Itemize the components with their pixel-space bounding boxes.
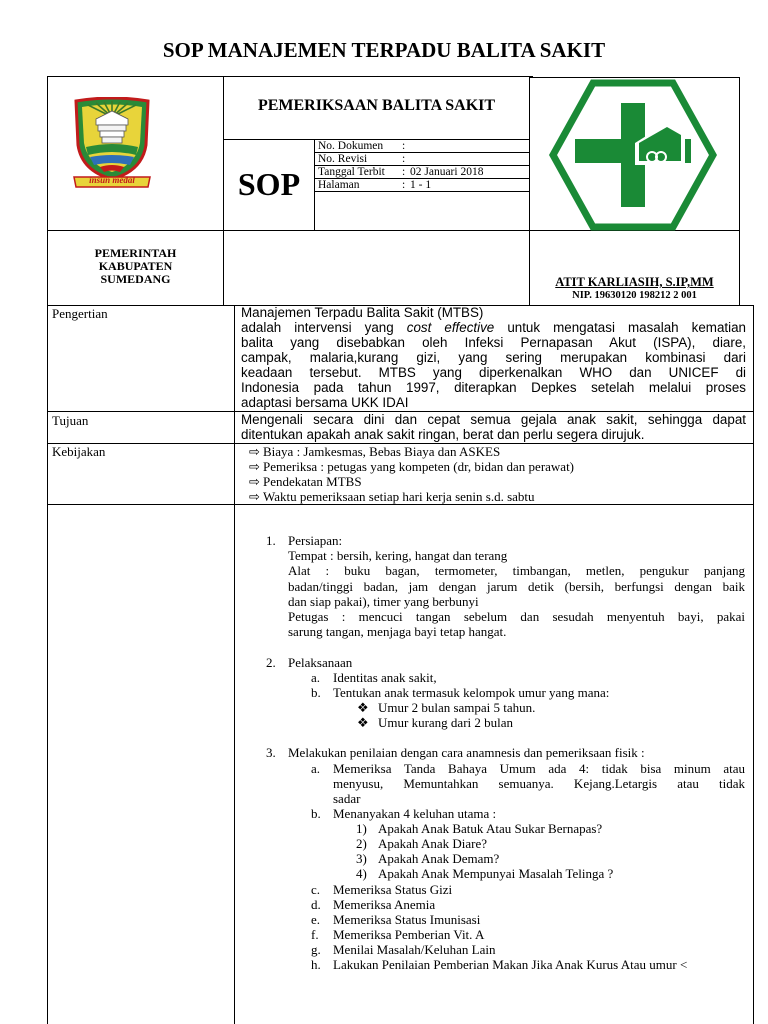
prosedur-line: Tentukan anak termasuk kelompok umur yang mana: [333, 685, 610, 700]
pengertian-line: adaptasi bersama UKK IDAI [241, 395, 409, 410]
pengertian-line: balita yang disebabkan oleh Infeksi Pernapasan Akut (ISPA), diare, [241, 335, 746, 350]
prosedur-line: Memeriksa Status Imunisasi [333, 912, 481, 927]
prosedur-subnumber: 2) [356, 836, 367, 851]
prosedur-letter: g. [311, 942, 321, 957]
arrow-right-icon: ⇨ [249, 444, 260, 459]
arrow-right-icon: ⇨ [249, 459, 260, 474]
regency-motto: insun medal [89, 175, 135, 185]
government-line: KABUPATEN [98, 259, 173, 273]
prosedur-letter: a. [311, 761, 321, 776]
prosedur-line: Apakah Anak Batuk Atau Sukar Bernapas? [378, 821, 603, 836]
prosedur-line: Petugas : mencuci tangan sebelum dan sesudah menyentuh bayi, pakai [288, 609, 745, 624]
tujuan-line: Mengenali secara dini dan cepat semua gejala anak sakit, sehingga dapat [241, 412, 746, 427]
prosedur-line: sadar [333, 791, 361, 806]
prosedur-subnumber: 1) [356, 821, 367, 836]
prosedur-heading: Pelaksanaan [288, 655, 353, 670]
prosedur-line: menyusu, Memuntahkan semuanya. Kejang.Letargis atau tidak [333, 776, 745, 791]
prosedur-number: 1. [266, 533, 276, 548]
prosedur-subnumber: 4) [356, 866, 367, 881]
prosedur-line: Umur 2 bulan sampai 5 tahun. [378, 700, 536, 715]
puskesmas-logo [549, 79, 717, 231]
prosedur-line: Identitas anak sakit, [333, 670, 437, 685]
label-kebijakan: Kebijakan [52, 444, 106, 459]
prosedur-number: 3. [266, 745, 276, 760]
body-border-left [47, 305, 48, 1024]
prosedur-letter: f. [311, 927, 319, 942]
kebijakan-item-text: Waktu pemeriksaan setiap hari kerja senin s.d. sabtu [263, 489, 535, 504]
prosedur-line: Memeriksa Status Gizi [333, 882, 453, 897]
pengertian-line: Indonesia pada tahun 1997, diterapkan Depkes setelah melalui proses [241, 380, 746, 395]
prosedur-line: Apakah Anak Demam? [378, 851, 500, 866]
prosedur-line: Memeriksa Tanda Bahaya Umum ada 4: tidak bisa minum atau [333, 761, 745, 776]
doc-info [318, 140, 528, 192]
arrow-right-icon: ⇨ [249, 474, 260, 489]
government-line: SUMEDANG [100, 272, 171, 286]
issue-date-value: 02 Januari 2018 [410, 166, 484, 178]
prosedur-line: Lakukan Penilaian Pemberian Makan Jika Anak Kurus Atau umur < [333, 957, 688, 972]
government-name [48, 247, 223, 286]
signatory-name: ATIT KARLIASIH, S.IP,MM [555, 275, 714, 289]
kebijakan-item [249, 489, 535, 504]
prosedur-line: Alat : buku bagan, termometer, timbangan, metlen, pengukur panjang [288, 563, 745, 578]
label-pengertian: Pengertian [52, 306, 108, 321]
kebijakan-item-text: Biaya : Jamkesmas, Bebas Biaya dan ASKES [263, 444, 501, 459]
prosedur-line: Apakah Anak Mempunyai Masalah Telinga ? [378, 866, 614, 881]
pengertian-line: campak, malaria,kurang gizi, yang sering merupakan kombinasi dari [241, 350, 746, 365]
label-tujuan: Tujuan [52, 413, 89, 428]
kebijakan-item [249, 459, 574, 474]
prosedur-line: dan siap pakai), timer yang berbunyi [288, 594, 479, 609]
revision-label: No. Revisi [318, 153, 368, 165]
pengertian-line: Manajemen Terpadu Balita Sakit (MTBS) [241, 305, 484, 320]
prosedur-content [235, 505, 753, 1024]
prosedur-letter: e. [311, 912, 321, 927]
prosedur-letter: a. [311, 670, 321, 685]
header-border-top-right [530, 77, 740, 78]
prosedur-line: Apakah Anak Diare? [378, 836, 488, 851]
diamond-bullet-icon: ❖ [357, 700, 369, 715]
prosedur-letter: c. [311, 882, 321, 897]
issue-date-label: Tanggal Terbit [318, 166, 385, 178]
doc-colon: : [402, 153, 406, 165]
kebijakan-item-text: Pemeriksa : petugas yang kompeten (dr, bidan dan perawat) [263, 459, 575, 474]
prosedur-subnumber: 3) [356, 851, 367, 866]
tujuan-line: ditentukan apakah anak sakit ringan, berat dan perlu segera dirujuk. [241, 427, 645, 442]
tujuan-text [241, 412, 746, 442]
government-line: PEMERINTAH [94, 246, 177, 260]
page-label: Halaman [318, 179, 360, 191]
prosedur-line: Umur kurang dari 2 bulan [378, 715, 514, 730]
prosedur-line: Menanyakan 4 keluhan utama : [333, 806, 497, 821]
header-divider-v2 [529, 76, 530, 305]
document-title: SOP MANAJEMEN TERPADU BALITA SAKIT [162, 38, 606, 62]
prosedur-line: badan/tinggi badan, jam dengan jarum detik (bersih, berfungsi dengan baik [288, 579, 745, 594]
header-border-right [739, 77, 740, 305]
kebijakan-item-text: Pendekatan MTBS [263, 474, 362, 489]
prosedur-letter: b. [311, 685, 321, 700]
puskesmas-cross-icon [549, 79, 717, 231]
prosedur-letter: h. [311, 957, 321, 972]
page-value: 1 - 1 [410, 179, 432, 191]
header-border-top [47, 76, 533, 77]
diamond-bullet-icon: ❖ [357, 715, 369, 730]
sop-label: SOP [237, 166, 301, 202]
prosedur-line: Memeriksa Pemberian Vit. A [333, 927, 485, 942]
regency-logo [72, 97, 152, 193]
arrow-right-icon: ⇨ [249, 489, 260, 504]
prosedur-heading: Persiapan: [288, 533, 343, 548]
pengertian-line: keadaan tersebut. MTBS yang diperkenalkan WHO dan UNICEF di [241, 365, 746, 380]
doc-colon: : [402, 179, 406, 191]
pengertian-line: adalah intervensi yang cost effective untuk mengatasi masalah kematian [241, 320, 746, 335]
prosedur-line: Tempat : bersih, kering, hangat dan terang [288, 548, 508, 563]
prosedur-letter: b. [311, 806, 321, 821]
prosedur-line: Menilai Masalah/Keluhan Lain [333, 942, 496, 957]
header-subtitle: PEMERIKSAAN BALITA SAKIT [257, 97, 496, 114]
kebijakan-item [249, 474, 362, 489]
kebijakan-list [249, 444, 749, 504]
prosedur-letter: d. [311, 897, 321, 912]
pengertian-text [241, 305, 746, 410]
kebijakan-item [249, 444, 500, 459]
prosedur-heading: Melakukan penilaian dengan cara anamnesis dan pemeriksaan fisik : [288, 745, 645, 760]
prosedur-number: 2. [266, 655, 276, 670]
doc-colon: : [402, 140, 406, 152]
doc-number-label: No. Dokumen [318, 140, 384, 152]
body-border-right [753, 305, 754, 1024]
signatory-nip: NIP. 19630120 198212 2 001 [572, 290, 697, 301]
prosedur-line: sarung tangan, menjaga bayi tetap hangat. [288, 624, 507, 639]
prosedur-line: Memeriksa Anemia [333, 897, 436, 912]
doc-colon: : [402, 166, 406, 178]
